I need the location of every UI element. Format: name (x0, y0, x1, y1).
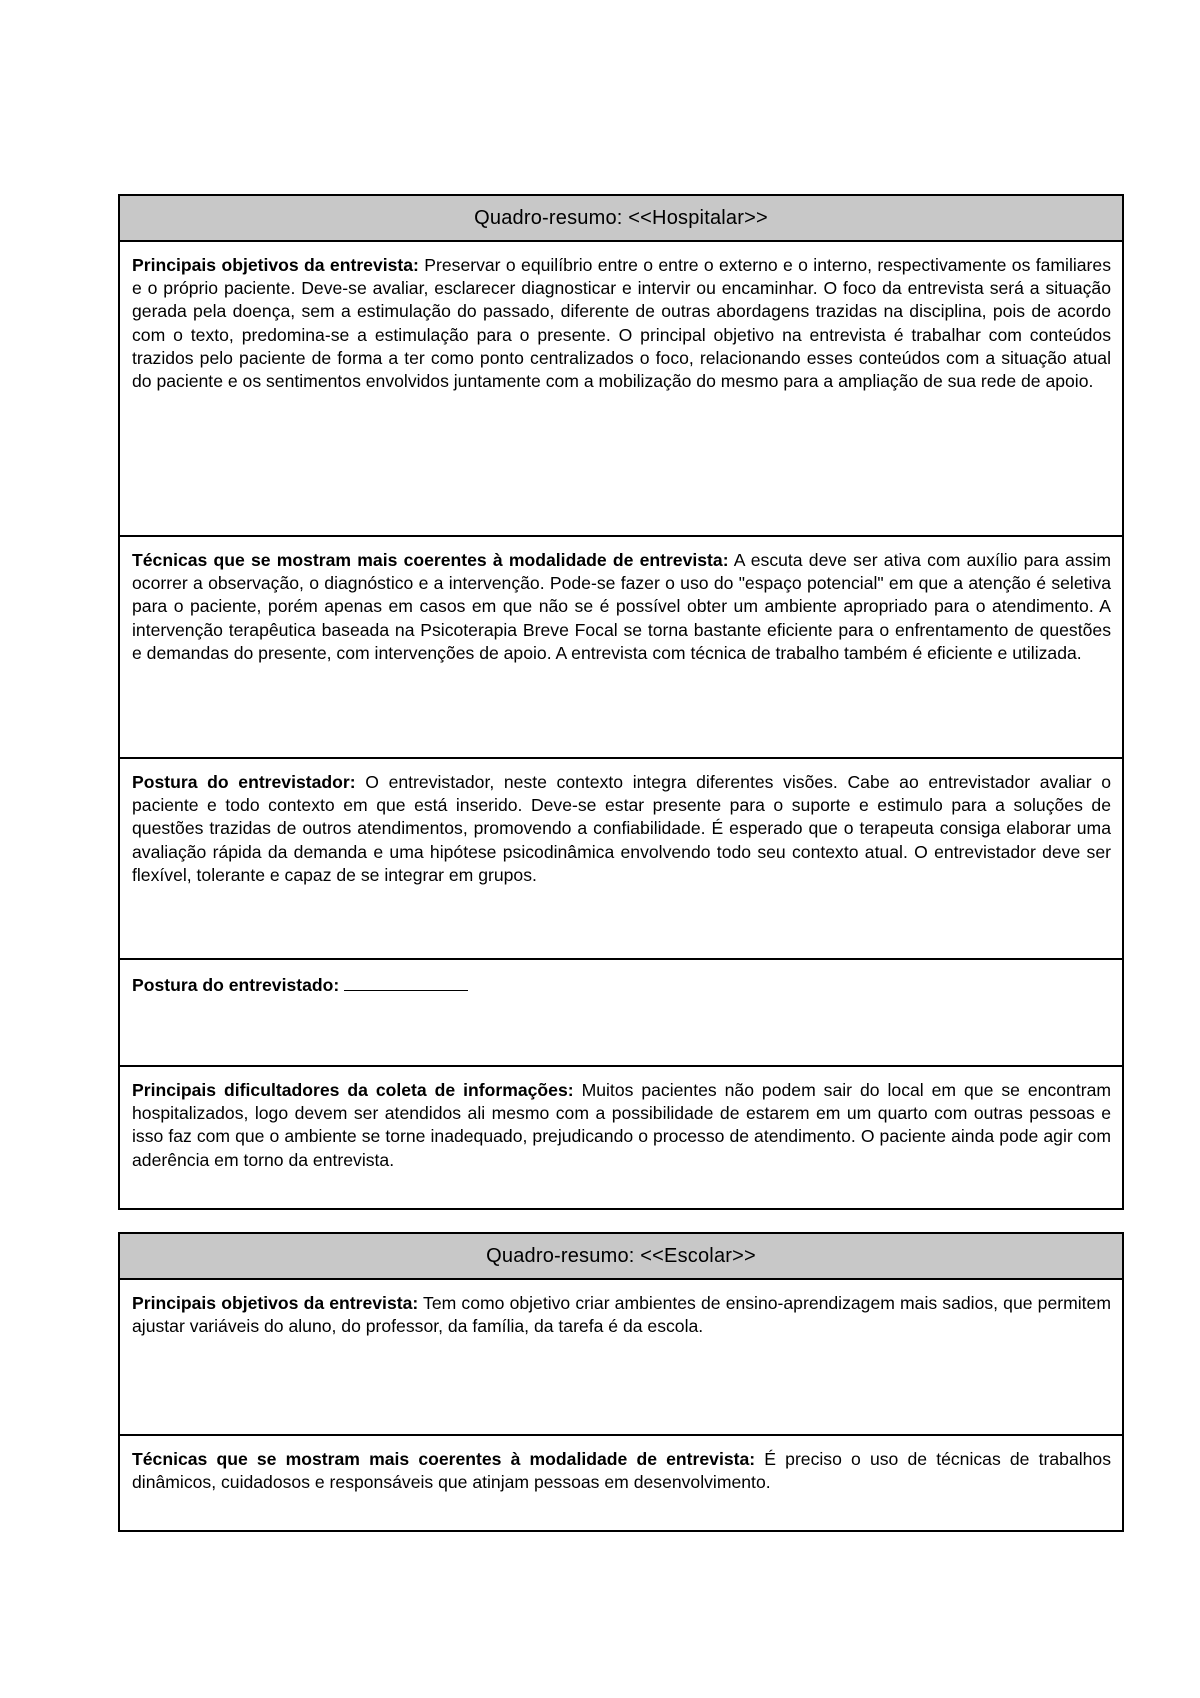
section-label: Principais objetivos da entrevista: (132, 255, 419, 275)
section-text: A escuta deve ser ativa com auxílio para assim ocorrer a observação, o diagnóstico e a intervenção. Pode-se fazer o uso do "espaço potencial" em que a atenção é seletiva para o paciente, porém apenas em casos em que não se é possível obter um ambiente apropriado para o atendimento. A intervenção terapêutica baseada na Psicoterapia Breve Focal se torna bastante eficiente para o enfrentamento de questões e demandas do presente, com intervenções de apoio. A entrevista com técnica de trabalho também é eficiente e utilizada. (132, 550, 1111, 663)
section-label: Postura do entrevistado: (132, 975, 340, 995)
section-text: Muitos pacientes não podem sair do local em que se encontram hospitalizados, logo devem ser atendidos ali mesmo com a possibilidade de estarem em um quarto com outras pessoas e isso faz com que o ambiente se torne inadequado, prejudicando o processo de atendimento. O paciente ainda pode agir com aderência em torno da entrevista. (132, 1080, 1112, 1170)
section-label: Técnicas que se mostram mais coerentes à modalidade de entrevista: (132, 550, 729, 570)
table-title: Quadro-resumo: <<Escolar>> (120, 1234, 1122, 1280)
summary-table-hospitalar (118, 194, 1124, 1210)
section-techniques (120, 1434, 1122, 1530)
section-text: O entrevistador, neste contexto integra diferentes visões. Cabe ao entrevistador avaliar o paciente e todo contexto em que está inserido. Deve-se estar presente para o suporte e estimulo para a soluções de questões trazidas de outros atendimentos, promovendo a confiabilidade. É esperado que o terapeuta consiga elaborar uma avaliação rápida da demanda e uma hipótese psicodinâmica envolvendo todo seu contexto atual. O entrevistador deve ser flexível, tolerante e capaz de se integrar em grupos. (132, 772, 1111, 885)
blank-answer-line (344, 972, 468, 991)
section-techniques (120, 535, 1122, 757)
section-objectives (120, 242, 1122, 535)
section-label: Técnicas que se mostram mais coerentes à modalidade de entrevista: (132, 1449, 756, 1469)
section-label: Principais dificultadores da coleta de informações: (132, 1080, 574, 1100)
section-text: Tem como objetivo criar ambientes de ensino-aprendizagem mais sadios, que permitem ajustar variáveis do aluno, do professor, da família, da tarefa é da escola. (132, 1293, 1111, 1337)
table-title: Quadro-resumo: <<Hospitalar>> (120, 196, 1122, 242)
summary-table-escolar (118, 1232, 1124, 1532)
section-difficulties (120, 1065, 1122, 1206)
section-interviewer-posture (120, 757, 1122, 958)
section-text: É preciso o uso de técnicas de trabalhos dinâmicos, cuidadosos e responsáveis que atinjam pessoas em desenvolvimento. (132, 1449, 1111, 1493)
section-label: Postura do entrevistador: (132, 772, 356, 792)
section-label: Principais objetivos da entrevista: (132, 1293, 419, 1313)
section-text: Preservar o equilíbrio entre o entre o externo e o interno, respectivamente os familiares e o próprio paciente. Deve-se avaliar, esclarecer diagnosticar e intervir ou encaminhar. O foco da entrevista será a situação gerada pela doença, sem a estimulação do passado, diferente de outras abordagens trazidas na disciplina, pois de acordo com o texto, predomina-se a estimulação para o presente. O principal objetivo na entrevista é trabalhar com conteúdos trazidos pelo paciente de forma a ter como ponto centralizados o foco, relacionando esses conteúdos com a situação atual do paciente e os sentimentos envolvidos juntamente com a mobilização do mesmo para a ampliação de sua rede de apoio. (132, 255, 1112, 392)
section-objectives (120, 1280, 1122, 1434)
section-interviewee-posture (120, 958, 1122, 1065)
